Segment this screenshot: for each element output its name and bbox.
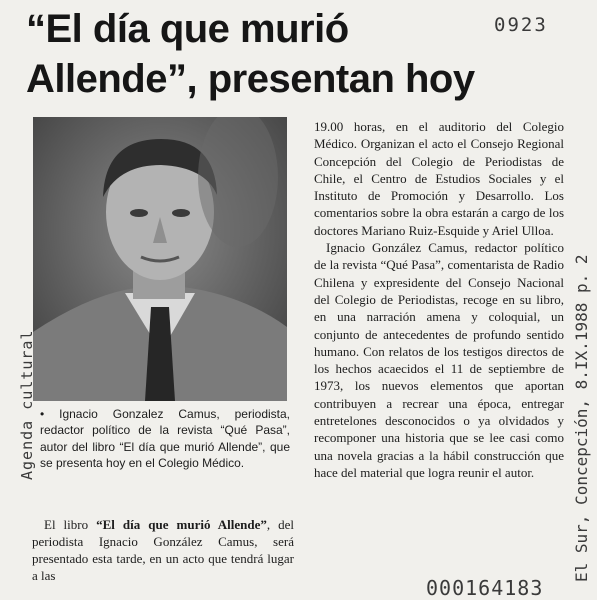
handwritten-source-note: El Sur, Concepción, 8.IX.1988 p. 2	[572, 254, 591, 582]
headline-line-2: Allende”, presentan hoy	[26, 57, 475, 101]
archive-stamp-top: 0923	[494, 14, 548, 36]
portrait-photo	[33, 117, 287, 401]
article-body-right	[314, 118, 564, 481]
article-text-left: , del periodista Ignacio González Camus, será presentado esta tarde, en un acto que tendrá lugar a las	[32, 517, 294, 583]
portrait-illustration	[33, 117, 287, 401]
article-paragraph-2: Ignacio González Camus, redactor político de la revista “Qué Pasa”, comentarista de Radio Chilena y expresidente del Consejo Nacional del Colegio de Periodistas, recoge en su libro, en una narración amena y coloquial, un conjunto de antecedentes de profundo sentido humano. Con relatos de los testigos directos de los hechos acaecidos el 11 de septiembre de 1973, los nuevos elementos que aportan contribuyen a recrear una época, entregar entretelones desconocidos o ya olvidados y recomponer una historia que se lee casi como una novela gracias a la hábil construcción que hace del material que logra reunir el autor.	[314, 240, 564, 480]
archive-stamp-bottom: 000164183	[426, 576, 544, 600]
photo-caption: • Ignacio Gonzalez Camus, periodista, redactor político de la revista “Qué Pasa”, autor del libro “El día que murió Allende”, que se presenta hoy en el Colegio Médico.	[40, 407, 290, 471]
book-title: “El día que murió Allende”	[96, 517, 267, 532]
handwritten-section-note: Agenda cultural	[18, 329, 36, 480]
headline-line-1: “El día que murió	[26, 7, 349, 51]
article-body-left	[32, 516, 294, 584]
article-paragraph-1: 19.00 horas, en el auditorio del Colegio Médico. Organizan el acto el Consejo Regional Concepción del Colegio de Periodistas de Chile, el Centro de Estudios Sociales y el Instituto de Promoción y Desarrollo. Los comentarios sobre la obra estarán a cargo de los doctores Mariano Ruiz-Esquide y Ariel Ulloa.	[314, 119, 564, 238]
article-intro: El libro	[44, 517, 89, 532]
